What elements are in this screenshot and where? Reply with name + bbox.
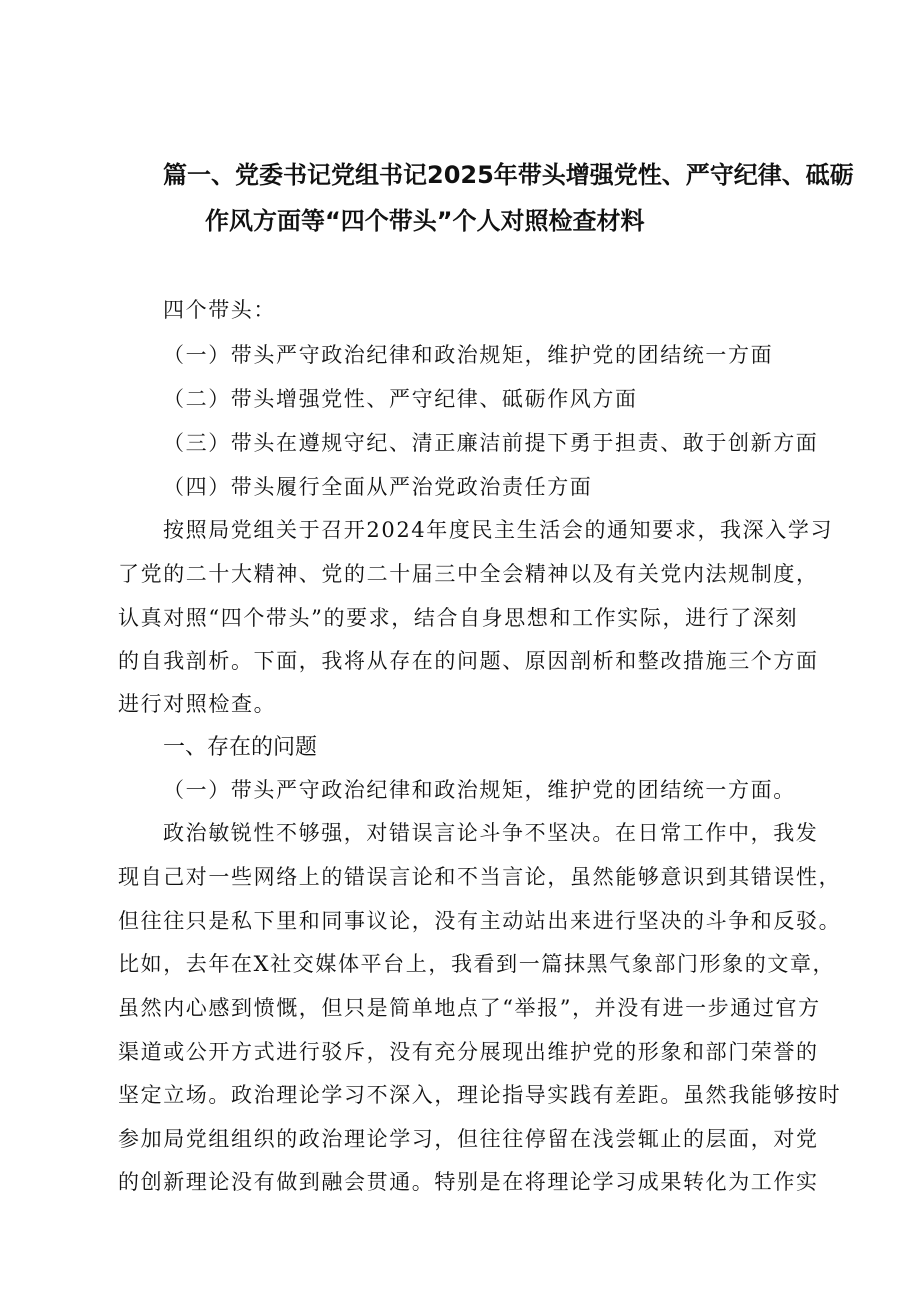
paragraph-line: 坚定立场。政治理论学习不深入，理论指导实践有差距。虽然我能够按时 [118, 1083, 842, 1107]
list-item: （二）带头增强党性、严守纪律、砥砺作风方面 [163, 387, 638, 411]
paragraph-line: 现自己对一些网络上的错误言论和不当言论，虽然能够意识到其错误性， [118, 865, 842, 889]
list-item: （四）带头履行全面从严治党政治责任方面 [163, 475, 593, 499]
subsection-heading: （一）带头严守政治纪律和政治规矩，维护党的团结统一方面。 [163, 778, 796, 802]
paragraph-line: 政治敏锐性不够强，对错误言论斗争不坚决。在日常工作中，我发 [163, 821, 819, 845]
paragraph-line: 渠道或公开方式进行驳斥，没有充分展现出维护党的形象和部门荣誉的 [118, 1040, 819, 1064]
paragraph-line: 参加局党组组织的政治理论学习，但往往停留在浅尝辄止的层面，对党 [118, 1127, 819, 1151]
paragraph-line: 认真对照“四个带头”的要求，结合自身思想和工作实际，进行了深刻 [118, 606, 799, 630]
paragraph-line: 的创新理论没有做到融会贯通。特别是在将理论学习成果转化为工作实 [118, 1170, 819, 1194]
paragraph-line: 按照局党组关于召开2024年度民主生活会的通知要求，我深入学习 [163, 518, 834, 542]
list-item: （一）带头严守政治纪律和政治规矩，维护党的团结统一方面 [163, 343, 774, 367]
intro-label: 四个带头： [163, 298, 276, 322]
document-title-line-1: 篇一、党委书记党组书记2025年带头增强党性、严守纪律、砥砺 [163, 161, 854, 189]
paragraph-line: 进行对照检查。 [118, 692, 277, 716]
list-item: （三）带头在遵规守纪、清正廉洁前提下勇于担责、敢于创新方面 [163, 431, 819, 455]
document-title-line-2: 作风方面等“四个带头”个人对照检查材料 [205, 207, 645, 235]
paragraph-line: 但往往只是私下里和同事议论，没有主动站出来进行坚决的斗争和反驳。 [118, 909, 842, 933]
section-heading: 一、存在的问题 [163, 735, 318, 760]
paragraph-line: 比如，去年在X社交媒体平台上，我看到一篇抹黑气象部门形象的文章， [118, 952, 836, 976]
paragraph-line: 的自我剖析。下面，我将从存在的问题、原因剖析和整改措施三个方面 [118, 649, 819, 673]
paragraph-line: 虽然内心感到愤慨，但只是简单地点了“举报”，并没有进一步通过官方 [118, 996, 821, 1020]
paragraph-line: 了党的二十大精神、党的二十届三中全会精神以及有关党内法规制度， [118, 562, 819, 586]
